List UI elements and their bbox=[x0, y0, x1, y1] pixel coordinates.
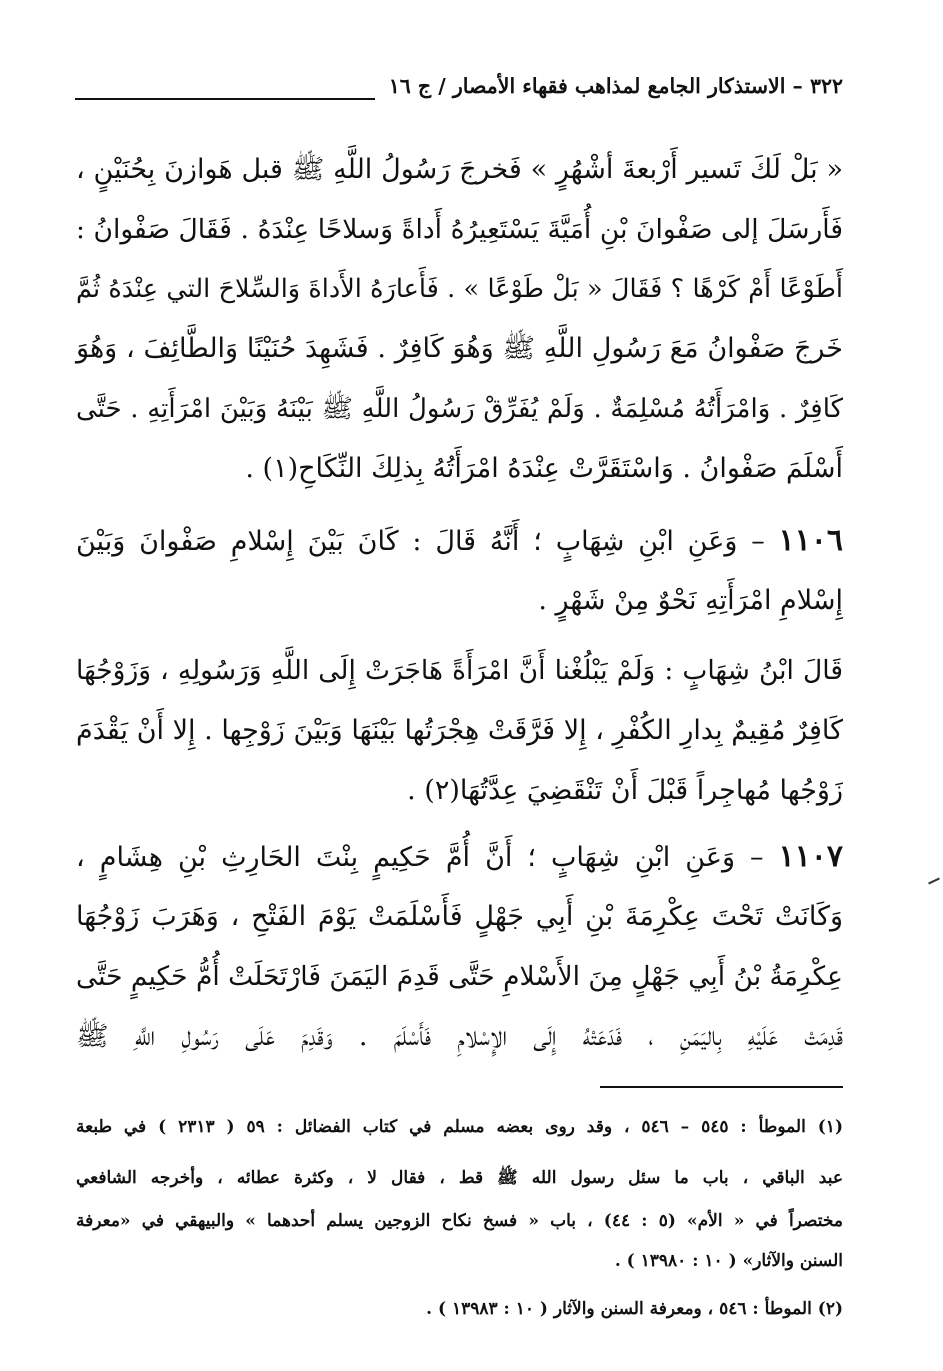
footnote-line: (١) الموطأ : ٥٤٥ – ٥٤٦ ، وقد روى بعضه مسلم في كتاب الفضائل : ٥٩ ( ٢٣١٣ ) في طبعة bbox=[76, 1117, 843, 1137]
body-line: أَطَوْعًا أَمْ كَرْهًا ؟ فَقَالَ « بَلْ طَوْعًا » . فَأَعارَهُ الأَداةَ وَالسِّلاحَ التي عِنْدَهُ ثُمَّ bbox=[76, 274, 843, 304]
footnote-rule bbox=[600, 1086, 843, 1088]
body-line: قَالَ ابْنُ شِهَابٍ : وَلَمْ يَبْلُغْنا أَنَّ امْرَأَةً هَاجَرَتْ إِلَى اللَّهِ وَرَسُولِهِ ، وَزَوْجُهَا bbox=[76, 655, 843, 686]
body-line: زَوْجُها مُهاجِراً قَبْلَ أَنْ تَنْقَضِيَ عِدَّتُهَا(٢) . bbox=[407, 775, 843, 806]
body-line: قَدِمَتْ عَلَيْهِ بِاليَمَنِ ، فَدَعَتْهُ إِلَى الإِسْلامِ فَأَسْلَمَ . وَقَدِمَ عَلَى رَسُولِ اللَّهِ ﷺ bbox=[76, 1021, 843, 1052]
body-line: خَرجَ صَفْوانُ مَعَ رَسُولِ اللَّهِ ﷺ وَهُوَ كَافِرٌ . فَشَهِدَ حُنَيْنًا وَالطَّائِفَ ، وَهُوَ bbox=[76, 333, 843, 364]
body-line: كَافِرٌ . وَامْرَأَتُهُ مُسْلِمَةٌ . وَلَمْ يُفَرِّقْ رَسُولُ اللَّهِ ﷺ بَيْنَهُ وَبَيْنَ امْرَأَتِهِ . حَتَّى bbox=[76, 394, 843, 424]
body-line: عِكْرِمَةُ بْنُ أَبِي جَهْلٍ مِنَ الأَسْلامِ حَتَّى قَدِمَ اليَمَنَ فَارْتَحَلَتْ أُمُّ حَكِيمٍ حَتَّى bbox=[76, 961, 843, 992]
hadith-number: ١١٠٧ bbox=[778, 839, 843, 874]
hadith-text: – وَعَنِ ابْنِ شِهَابٍ ؛ أَنَّ أُمَّ حَكِيمٍ بِنْتَ الحَارِثِ بْنِ هِشَامٍ ، bbox=[76, 842, 779, 873]
stray-mark bbox=[928, 878, 940, 885]
footnote-line: عبد الباقي ، باب ما سئل رسول الله ﷺ قط ، فقال لا ، وكثرة عطائه ، وأخرجه الشافعي bbox=[76, 1168, 843, 1188]
hadith-text: – وَعَنِ ابْنِ شِهَابٍ ؛ أَنَّهُ قَالَ : كَانَ بَيْنَ إِسْلامِ صَفْوانَ وَبَيْنَ bbox=[76, 526, 779, 557]
body-line: أَسْلَمَ صَفْوانُ . وَاسْتَقَرَّتْ عِنْدَهُ امْرَأَتُهُ بِذلِكَ النِّكَاحِ(١) . bbox=[245, 453, 843, 484]
running-header bbox=[75, 74, 843, 114]
hadith-1106-first-line bbox=[76, 516, 843, 566]
body-line: إِسْلامِ امْرَأَتِهِ نَحْوٌ مِنْ شَهْرٍ . bbox=[538, 585, 843, 616]
footnote-line: (٢) الموطأ : ٥٤٦ ، ومعرفة السنن والآثار ( ١٠ : ١٣٩٨٣ ) . bbox=[426, 1299, 843, 1319]
body-line: « بَلْ لَكَ تَسير أَرْبعةَ أشْهُرٍ » فَخرجَ رَسُولُ اللَّهِ ﷺ قبل هَوازنَ بِحُنَيْنٍ ، bbox=[76, 154, 843, 185]
hadith-number: ١١٠٦ bbox=[778, 523, 843, 558]
header-text: ٣٢٢ – الاستذكار الجامع لمذاهب فقهاء الأمصار / ج ١٦ bbox=[388, 74, 843, 98]
body-line: فَأَرسَلَ إلى صَفْوانَ بْنِ أُمَيَّةَ يَسْتَعِيرُهُ أَداةً وَسلاحًا عِنْدَهُ . فَقَالَ صَفْوانُ : bbox=[76, 214, 843, 245]
body-line: وَكَانَتْ تَحْتَ عِكْرِمَةَ بْنِ أَبِي جَهْلٍ فَأَسْلَمَتْ يَوْمَ الفَتْحِ ، وَهَرَبَ زَوْجُهَا bbox=[76, 901, 843, 932]
body-line: كَافِرٌ مُقِيمٌ بِدارِ الكُفْرِ ، إِلا فَرَّقَتْ هِجْرَتُها بَيْنَهَا وَبَيْنَ زَوْجِها . إِلا أَنْ يَقْدَمَ bbox=[76, 715, 843, 746]
footnote-line: السنن والآثار» ( ١٠ : ١٣٩٨٠ ) . bbox=[614, 1251, 843, 1271]
header-rule bbox=[75, 98, 375, 100]
hadith-1107-first-line bbox=[76, 832, 843, 882]
footnote-line: مختصراً في « الأم» (٥ : ٤٤) ، باب « فسخ نكاح الزوجين يسلم أحدهما » والبيهقي في «معرفة bbox=[76, 1211, 843, 1231]
